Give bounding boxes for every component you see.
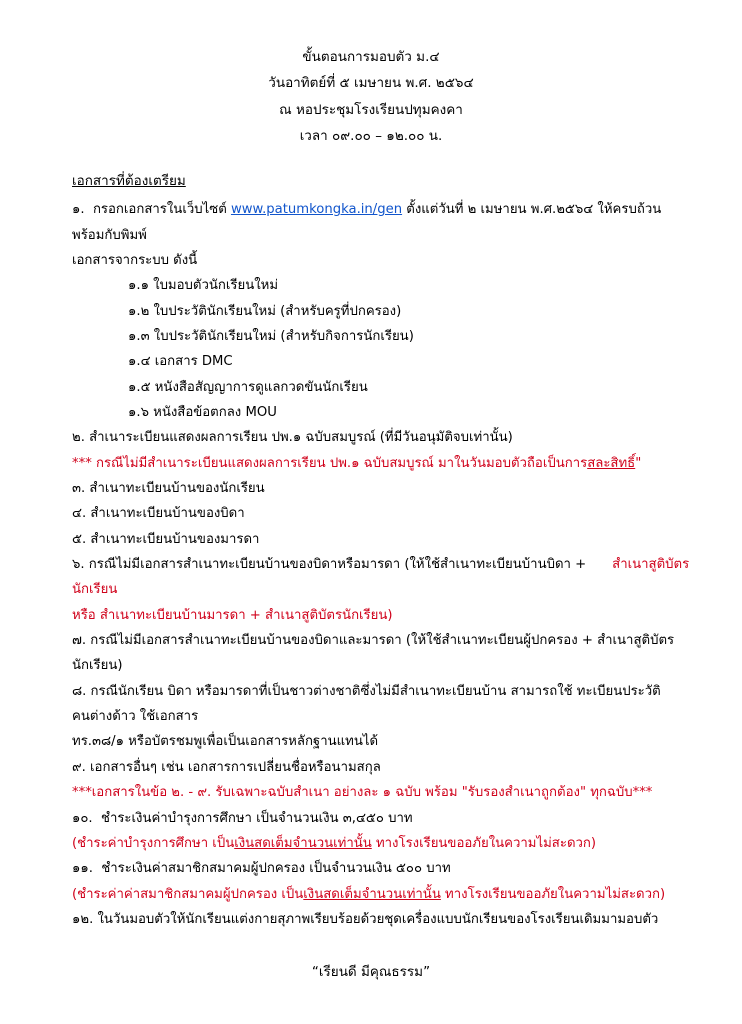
list-item-9: ๙. เอกสารอื่นๆ เช่น เอกสารการเปลี่ยนชื่อหรือนามสกุล xyxy=(72,759,381,775)
header-title-line-2: วันอาทิตย์ที่ ๕ เมษายน พ.ศ. ๒๕๖๔ xyxy=(268,75,474,92)
list-item-5: ๕. สำเนาทะเบียนบ้านของมารดา xyxy=(72,531,260,547)
list-item-10-note xyxy=(72,831,696,856)
header-title-line-3: ณ หอประชุมโรงเรียนปทุมคงคา xyxy=(279,101,463,118)
list-item-1-1: ๑.๑ ใบมอบตัวนักเรียนใหม่ xyxy=(128,278,279,294)
item-10-note-text-a: (ชำระค่าบำรุงการศึกษา เป็น xyxy=(72,835,235,851)
list-item-11: ๑๑. ชำระเงินค่าสมาชิกสมาคมผู้ปกครอง เป็นจำนวนเงิน ๕๐๐ บาท xyxy=(72,861,451,877)
list-item-8 xyxy=(72,679,696,730)
item-10-note-text-c: ทางโรงเรียนขออภัยในความไม่สะดวก) xyxy=(371,835,597,851)
list-item-2: ๒. สำเนาระเบียนแสดงผลการเรียน ปพ.๑ ฉบับสมบูรณ์ (ที่มีวันอนุมัติจบเท่านั้น) xyxy=(72,430,513,446)
list-item-3: ๓. สำเนาทะเบียนบ้านของนักเรียน xyxy=(72,481,265,497)
list-item-4: ๔. สำเนาทะเบียนบ้านของบิดา xyxy=(72,506,245,522)
item-1-text-b: ตั้งแต่วันที่ ๒ เมษายน พ.ศ.๒๕๖๔ ให้ครบถ้วน พร้อมกับพิมพ์ xyxy=(72,202,666,243)
list-item-1 xyxy=(72,197,696,248)
item-6-text-b: สำเนาสูติบัตรนักเรียน xyxy=(72,557,690,598)
list-item-1-continued: เอกสารจากระบบ ดังนี้ xyxy=(72,252,198,268)
list-item-2-note xyxy=(72,451,696,476)
list-item-1-3: ๑.๓ ใบประวัตินักเรียนใหม่ (สำหรับกิจการนักเรียน) xyxy=(128,328,414,344)
list-item-8-continued: ทร.๓๘/๑ หรือบัตรชมพูเพื่อเป็นเอกสารหลักฐานแทนได้ xyxy=(72,734,379,750)
document-header xyxy=(46,44,696,149)
website-link[interactable]: www.patumkongka.in/gen xyxy=(230,202,403,218)
item-8-text-a: ๘. กรณีนักเรียน บิดา หรือมารดาที่เป็นชาวต่างชาติซึ่งไม่มีสำเนาทะเบียนบ้าน สามารถใช้ ทะเบียนประวัติ xyxy=(72,683,661,699)
list-item-1-6: ๑.๖ หนังสือข้อตกลง MOU xyxy=(128,405,277,420)
item-1-text-a: ๑. กรอกเอกสารในเว็บไซต์ xyxy=(72,202,231,218)
list-item-10: ๑๐. ชำระเงินค่าบำรุงการศึกษา เป็นจำนวนเงิน ๓,๔๕๐ บาท xyxy=(72,810,413,826)
item-2-note-text-c: " xyxy=(635,455,642,471)
list-item-11-note xyxy=(72,882,696,907)
list-item-12: ๑๒. ในวันมอบตัวให้นักเรียนแต่งกายสุภาพเรียบร้อยด้วยชุดเครื่องแบบนักเรียนของโรงเรียนเดิมมามอบตัว xyxy=(72,911,659,927)
item-11-note-text-c: ทางโรงเรียนขออภัยในความไม่สะดวก) xyxy=(440,886,666,902)
list-item-1-5: ๑.๕ หนังสือสัญญาการดูแลกวดขันนักเรียน xyxy=(128,379,368,395)
item-11-note-emphasis: เงินสดเต็มจำนวนเท่านั้น xyxy=(303,886,441,902)
list-item-1-4: ๑.๔ เอกสาร DMC xyxy=(128,354,233,370)
item-8-text-b: คนต่างด้าว ใช้เอกสาร xyxy=(72,709,199,725)
list-item-6-continued: หรือ สำเนาทะเบียนบ้านมารดา + สำเนาสูติบัตรนักเรียน) xyxy=(72,607,393,623)
list-item-1-2: ๑.๒ ใบประวัตินักเรียนใหม่ (สำหรับครูที่ปกครอง) xyxy=(128,303,402,319)
list-item-9-note: ***เอกสารในข้อ ๒. - ๙. รับเฉพาะฉบับสำเนา อย่างละ ๑ ฉบับ พร้อม "รับรองสำเนาถูกต้อง" ทุกฉบับ*** xyxy=(72,785,653,801)
item-6-text-a: ๖. กรณีไม่มีเอกสารสำเนาทะเบียนบ้านของบิดาหรือมารดา (ให้ใช้สำเนาทะเบียนบ้านบิดา + xyxy=(72,557,587,573)
item-11-note-text-a: (ชำระค่าค่าสมาชิกสมาคมผู้ปกครอง เป็น xyxy=(72,886,304,902)
header-title-line-4: เวลา ๐๙.๐๐ – ๑๒.๐๐ น. xyxy=(299,127,443,144)
list-item-6 xyxy=(72,552,696,603)
section-heading-documents-required: เอกสารที่ต้องเตรียม xyxy=(72,173,186,190)
item-2-note-emphasis: สละสิทธิ์ xyxy=(587,455,636,471)
document-body xyxy=(72,197,696,932)
item-10-note-emphasis: เงินสดเต็มจำนวนเท่านั้น xyxy=(234,835,372,851)
header-title-line-1: ขั้นตอนการมอบตัว ม.๔ xyxy=(302,49,440,65)
footer-motto: “เรียนดี มีคุณธรรม” xyxy=(311,964,431,980)
list-item-7: ๗. กรณีไม่มีเอกสารสำเนาทะเบียนบ้านของบิดาและมารดา (ให้ใช้สำเนาทะเบียนผู้ปกครอง + สำเนาสูติบัตรนักเรียน) xyxy=(72,633,675,674)
item-2-note-text-a: *** กรณีไม่มีสำเนาระเบียนแสดงผลการเรียน ปพ.๑ ฉบับสมบูรณ์ มาในวันมอบตัวถือเป็นการ xyxy=(72,455,588,471)
